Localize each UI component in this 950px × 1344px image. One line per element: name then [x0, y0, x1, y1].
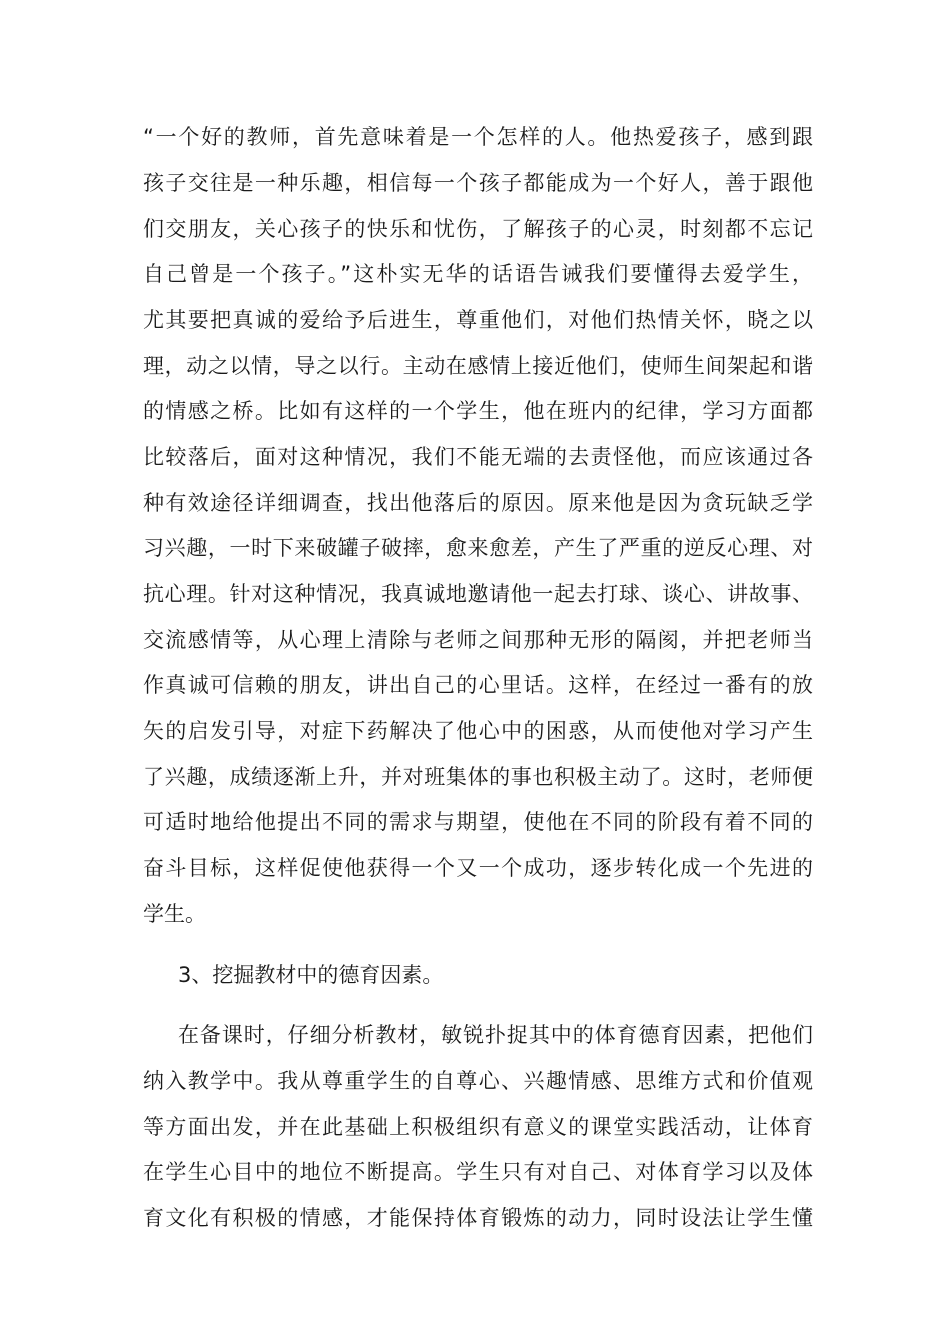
text-line: 比较落后，面对这种情况，我们不能无端的去责怪他，而应该通过各 — [143, 445, 813, 469]
text-line: 们交朋友，关心孩子的快乐和忧伤，了解孩子的心灵，时刻都不忘记 — [143, 217, 813, 241]
text-line: 了兴趣，成绩逐渐上升，并对班集体的事也积极主动了。这时，老师便 — [143, 765, 813, 789]
text-line: 奋斗目标，这样促使他获得一个又一个成功，逐步转化成一个先进的 — [143, 856, 813, 880]
text-line: 可适时地给他提出不同的需求与期望，使他在不同的阶段有着不同的 — [143, 810, 813, 834]
text-line: 交流感情等，从心理上清除与老师之间那种无形的隔阂，并把老师当 — [143, 628, 813, 652]
text-line: 尤其要把真诚的爱给予后进生，尊重他们，对他们热情关怀，晓之以 — [143, 308, 813, 332]
text-line: 抗心理。针对这种情况，我真诚地邀请他一起去打球、谈心、讲故事、 — [143, 582, 813, 606]
text-line: 育文化有积极的情感，才能保持体育锻炼的动力，同时设法让学生懂 — [143, 1206, 813, 1230]
text-line: 作真诚可信赖的朋友，讲出自己的心里话。这样，在经过一番有的放 — [143, 673, 813, 697]
text-line: 种有效途径详细调查，找出他落后的原因。原来他是因为贪玩缺乏学 — [143, 491, 813, 515]
text-line: 的情感之桥。比如有这样的一个学生，他在班内的纪律，学习方面都 — [143, 399, 813, 423]
text-line: 在备课时，仔细分析教材，敏锐扑捉其中的体育德育因素，把他们 — [178, 1023, 813, 1047]
text-line: 习兴趣，一时下来破罐子破摔，愈来愈差，产生了严重的逆反心理、对 — [143, 536, 813, 560]
text-line: 矢的启发引导，对症下药解决了他心中的困惑，从而使他对学习产生 — [143, 719, 813, 743]
text-line: 在学生心目中的地位不断提高。学生只有对自己、对体育学习以及体 — [143, 1160, 813, 1184]
text-line: 理，动之以情，导之以行。主动在感情上接近他们，使师生间架起和谐 — [143, 354, 813, 378]
text-line: 等方面出发，并在此基础上积极组织有意义的课堂实践活动，让体育 — [143, 1115, 813, 1139]
section-heading: 3、挖掘教材中的德育因素。 — [178, 963, 444, 987]
text-line: 纳入教学中。我从尊重学生的自尊心、兴趣情感、思维方式和价值观 — [143, 1069, 813, 1093]
text-line: 自己曾是一个孩子。”这朴实无华的话语告诫我们要懂得去爱学生， — [143, 262, 813, 286]
text-line: 孩子交往是一种乐趣，相信每一个孩子都能成为一个好人，善于跟他 — [143, 171, 813, 195]
text-line: 学生。 — [143, 902, 206, 926]
text-line: “一个好的教师，首先意味着是一个怎样的人。他热爱孩子，感到跟 — [143, 125, 813, 149]
